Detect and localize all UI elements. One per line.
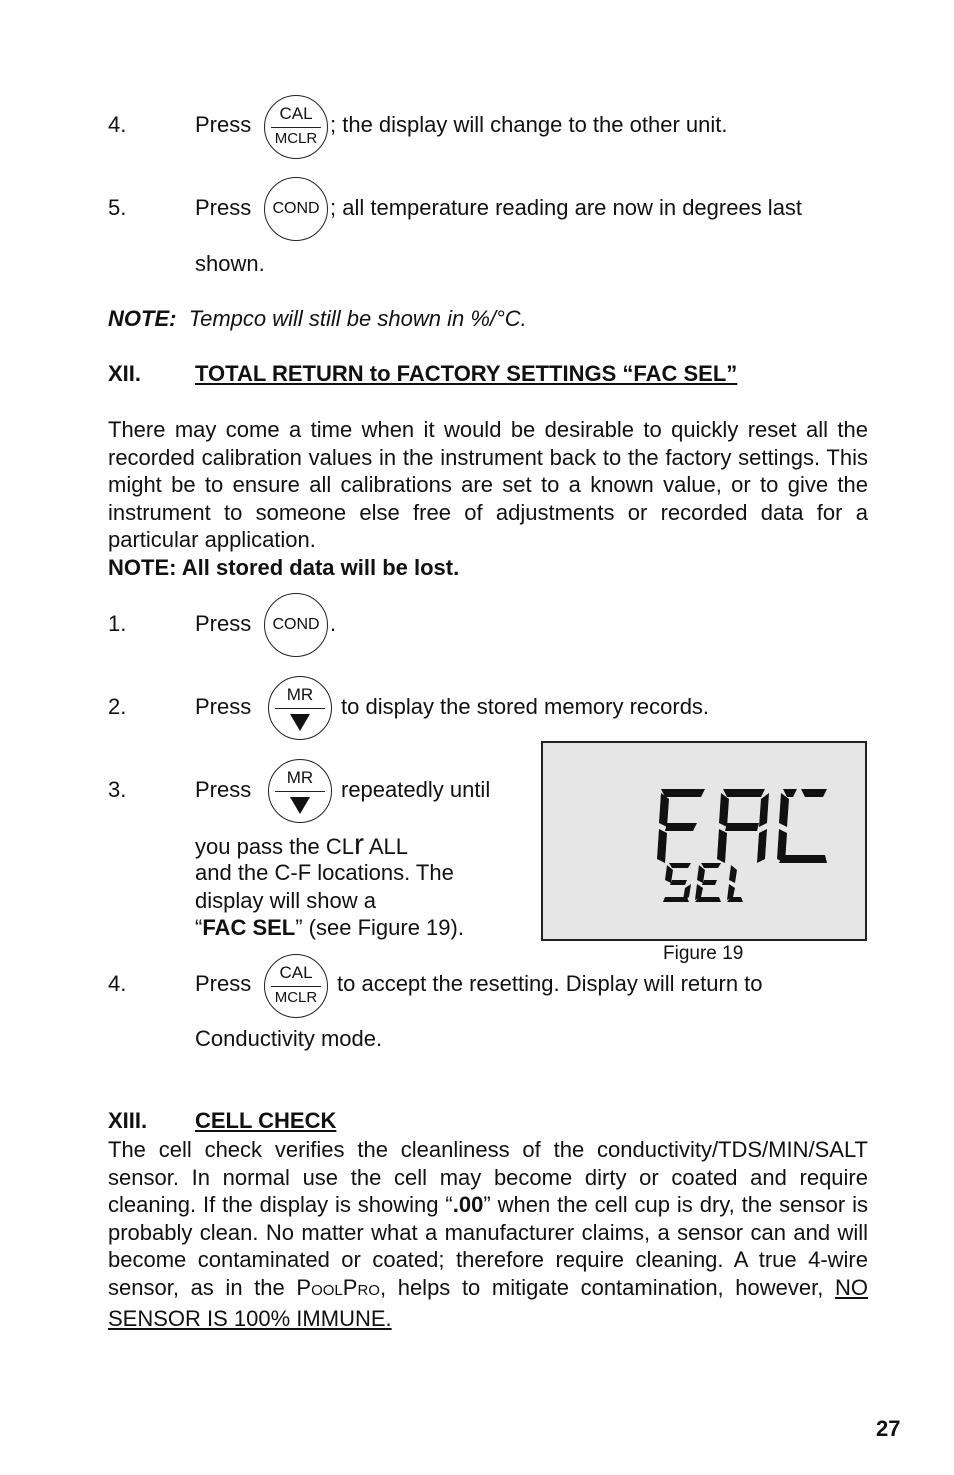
step-text-continued: shown.: [195, 251, 265, 276]
text-part: you pass the CL: [195, 834, 354, 859]
brand-letter: P: [342, 1274, 358, 1300]
button-divider: [275, 708, 325, 709]
press-label: Press: [195, 611, 252, 636]
button-label: COND: [272, 200, 320, 217]
step-text: .: [330, 611, 337, 636]
down-arrow-icon: [290, 714, 310, 731]
lcd-r-glyph: r: [353, 828, 364, 861]
button-divider: [271, 986, 321, 987]
step-text-line: and the C-F locations. The: [195, 860, 454, 885]
text-part: ” (see Figure 19).: [295, 915, 464, 940]
text-part: ” when the cell cup is dry, the sensor is probably clean. No matter what a manufacturer claims, a sensor can and will become contaminated or coated; therefore require cleaning. A true 4-wire sensor, as in the: [108, 1192, 868, 1300]
note-text: Tempco will still be shown in %/°C.: [188, 306, 527, 331]
data-loss-note: NOTE: All stored data will be lost.: [108, 555, 460, 580]
text-part: , helps to mitigate contamination, however,: [379, 1274, 835, 1300]
button-top-label: MR: [286, 685, 314, 704]
button-top-label: CAL: [279, 963, 313, 982]
step-text-continued: Conductivity mode.: [195, 1026, 383, 1051]
cond-button: [264, 177, 328, 241]
button-bottom-label: MCLR: [274, 989, 318, 1006]
cal-mclr-button: [264, 95, 328, 159]
note-tempco: [108, 305, 527, 333]
mr-down-button: [268, 676, 332, 740]
step-text: ; all temperature reading are now in degrees last: [330, 195, 803, 220]
step-text: ; the display will change to the other unit.: [330, 112, 728, 137]
step-text-line: [195, 914, 464, 942]
press-label: Press: [195, 777, 252, 802]
step-number: 2.: [108, 694, 127, 719]
text-part: “: [195, 915, 203, 940]
intro-paragraph: There may come a time when it would be desirable to quickly reset all the recorded calibration values in the instrument back to the factory settings. This might be to ensure all calibrations are set to a known value, or to give the instrument to someone else free of adjustments or recorded data for a particular application.: [108, 417, 868, 553]
press-label: Press: [195, 112, 252, 137]
text-part: ALL: [363, 834, 409, 859]
button-bottom-label: MCLR: [274, 130, 318, 147]
step-number: 3.: [108, 777, 127, 802]
step-text: to display the stored memory records.: [341, 694, 710, 719]
press-label: Press: [195, 694, 252, 719]
bold-text: .00: [452, 1192, 484, 1218]
section-number: XII.: [108, 361, 142, 386]
button-top-label: CAL: [279, 104, 313, 123]
step-text: to accept the resetting. Display will return to: [337, 971, 763, 996]
button-label: COND: [272, 616, 320, 633]
section-title: TOTAL RETURN to FACTORY SETTINGS “FAC SEL”: [195, 361, 738, 386]
down-arrow-icon: [290, 797, 310, 814]
step-text: repeatedly until: [341, 777, 491, 802]
lcd-display-figure: [541, 741, 867, 941]
cond-button: [264, 593, 328, 657]
step-text-line: display will show a: [195, 888, 376, 913]
lcd-segments: [543, 743, 865, 939]
section-title: CELL CHECK: [195, 1108, 337, 1133]
step-number: 4.: [108, 112, 127, 137]
text-part: The cell check verifies the cleanliness of the conductivity/TDS/MIN/SALT sensor. In normal use the cell may become dirty or coated and require cleaning. If the display is showing “: [108, 1137, 868, 1218]
button-top-label: MR: [286, 768, 314, 787]
brand-name: [296, 1275, 380, 1300]
brand-smallcaps: OOL: [311, 1281, 343, 1299]
section-number: XIII.: [108, 1108, 148, 1133]
step-number: 4.: [108, 971, 127, 996]
step-number: 1.: [108, 611, 127, 636]
cal-mclr-button: [264, 954, 328, 1018]
underlined-warning: NO SENSOR IS 100% IMMUNE.: [108, 1274, 868, 1331]
note-label: NOTE:: [108, 306, 177, 331]
brand-letter: P: [296, 1274, 312, 1300]
page-number: 27: [876, 1416, 901, 1441]
bold-text: FAC SEL: [202, 915, 296, 940]
brand-smallcaps: RO: [357, 1281, 380, 1299]
cell-check-paragraph: [108, 1136, 868, 1332]
step-text-line: [195, 828, 409, 861]
press-label: Press: [195, 971, 252, 996]
press-label: Press: [195, 195, 252, 220]
figure-caption: Figure 19: [663, 943, 744, 964]
button-divider: [275, 791, 325, 792]
step-number: 5.: [108, 195, 127, 220]
button-divider: [271, 127, 321, 128]
mr-down-button: [268, 759, 332, 823]
